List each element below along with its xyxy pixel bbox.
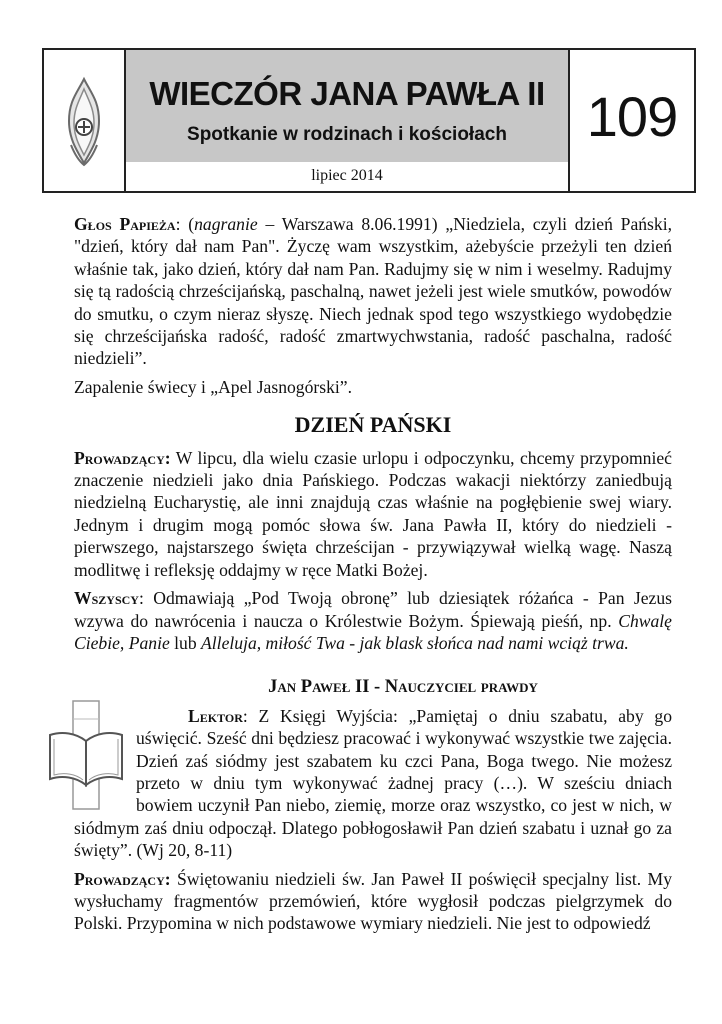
flame-cross-emblem-icon bbox=[61, 75, 107, 167]
speaker-label: Wszyscy bbox=[74, 588, 139, 609]
reader-paragraph: Lektor: Z Księgi Wyjścia: „Pamiętaj o dniu szabatu, aby go uświęcić. Sześć dni będziesz pracować i wykonywać wszystkie twe zajęcia. Dzień zaś siódmy jest szabatem ku czci Pana, Boga twego. Nie możesz przeto w dniu tym wykonywać żadnej pracy (…). W sześciu dniach bowiem uczynił Pan niebo, ziemię, morze oraz wszystko, co jest w nich, w siódmym zaś dniu odpoczął. Dlatego pobłogosławił Pan dzień szabatu i uznał go za święty”. (Wj 20, 8-11) bbox=[74, 705, 672, 861]
document-body bbox=[74, 213, 672, 935]
candle-paragraph: Zapalenie świecy i „Apel Jasnogórski”. bbox=[74, 376, 352, 397]
section-title-teacher-of-truth: Jan Paweł II - Nauczyciel prawdy bbox=[268, 677, 538, 698]
issue-date: lipiec 2014 bbox=[311, 167, 383, 184]
speaker-label: Lektor bbox=[188, 705, 243, 726]
speaker-label: Głos Papieża bbox=[74, 214, 176, 234]
header-box bbox=[42, 48, 696, 193]
speaker-label: Prowadzący: bbox=[74, 447, 171, 468]
leader-paragraph: Prowadzący: W lipcu, dla wielu czasie urlopu i odpoczynku, chcemy przypomnieć znaczenie niedzieli jako dnia Pańskiego. Podczas wakacji niektórzy zaniedbują niedzielną Eucharystię, ale inni znajdują czas właśnie na pogłębienie swej wiary. Jednym i drugim mogą pomóc słowa św. Jana Pawła II, który do niedzieli - pierwszego, najstarszego święta chrześcijan - przywiązywał wielką wagę. Naszą modlitwę i refleksję oddajmy w ręce Matki Bożej. bbox=[74, 447, 672, 580]
open-book-icon bbox=[46, 699, 126, 813]
section-title-dzien-panski: DZIEŃ PAŃSKI bbox=[294, 412, 452, 438]
title-band bbox=[126, 50, 568, 162]
all-paragraph: Wszyscy: Odmawiają „Pod Twoją obronę” lub dziesiątek różańca - Pan Jezus wzywa do nawrócenia i naucza o Królestwie Bożym. Śpiewają pieśń, np. Chwalę Ciebie, Panie lub Alleluja, miłość Twa - jak blask słońca nad nami wciąż trwa. bbox=[74, 588, 672, 653]
bulletin-title: WIECZÓR JANA PAWŁA II bbox=[149, 75, 545, 112]
bulletin-subtitle: Spotkanie w rodzinach i kościołach bbox=[187, 124, 507, 145]
speaker-label: Prowadzący: bbox=[74, 868, 171, 889]
title-cell bbox=[126, 50, 570, 191]
pope-voice-paragraph: Głos Papieża: (nagranie – Warszawa 8.06.1991) „Niedziela, czyli dzień Pański, "dzień, który dał nam Pan". Życzę wam wszystkim, ażebyście przeżyli ten dzień właśnie tak, jako dzień, który dał nam Pan. Radujmy się w nim i weselmy. Radujmy się tą radością chrześcijańską, paschalną, nawet jeżeli jest wiele smutków, powodów do smutku, o czym nieraz słyszę. Niech jednak spod tego wszystkiego wydobędzie się chrześcijańska radość, radość zmartwychwstania, radość paschalna, radość niedzieli”. bbox=[74, 214, 672, 369]
leader-paragraph-2: Prowadzący: Świętowaniu niedzieli św. Jan Paweł II poświęcił specjalny list. My wysłuchamy fragmentów przemówień, które wygłosił podczas pielgrzymek do Polski. Przypomina w nich podstawowe wymiary niedzieli. Nie jest to odpowiedź bbox=[74, 868, 672, 934]
issue-number-cell bbox=[570, 50, 694, 191]
issue-number: 109 bbox=[586, 85, 678, 148]
logo-cell bbox=[44, 50, 126, 191]
